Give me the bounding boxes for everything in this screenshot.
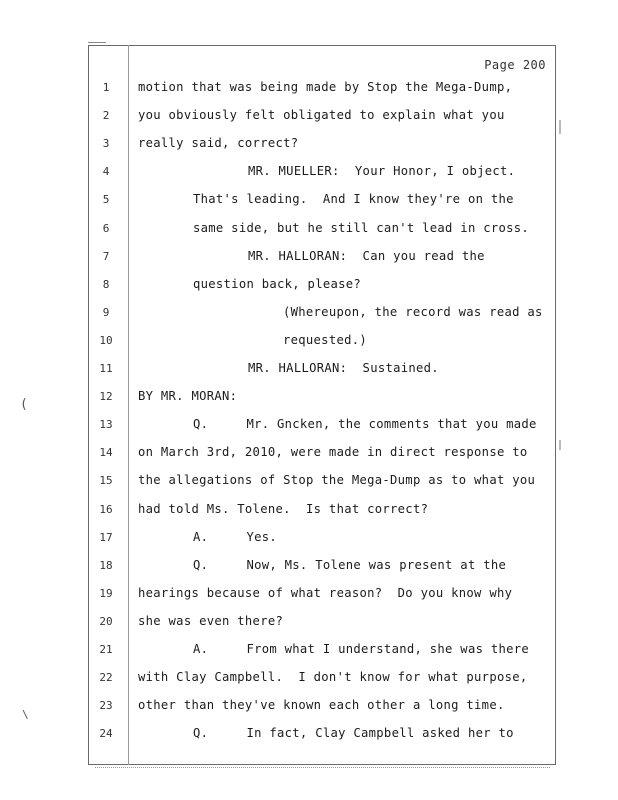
line-number: 17 [99,530,113,544]
transcript-line: she was even there? [138,613,284,628]
transcript-line: (Whereupon, the record was read as [283,304,543,319]
line-number: 3 [102,137,110,151]
transcript-line: BY MR. MORAN: [138,389,238,404]
line-number: 18 [99,558,113,572]
line-number: 15 [99,474,113,488]
transcript-line: requested.) [283,332,368,347]
line-number: 13 [99,418,113,432]
line-number: 7 [102,249,110,263]
bottom-edge-rule [95,767,550,768]
line-number: 22 [99,671,113,685]
line-number: 23 [99,699,113,713]
line-number: 9 [102,305,110,319]
line-number: 2 [102,109,110,123]
line-number-rule [128,45,129,765]
transcript-line: question back, please? [193,276,362,291]
top-edge-mark [88,42,106,43]
line-number: 8 [102,277,110,291]
transcript-line: you obviously felt obligated to explain what you [138,108,505,123]
scan-speck [559,440,561,450]
transcript-line: hearings because of what reason? Do you know why [138,585,513,600]
transcript-line: had told Ms. Tolene. Is that correct? [138,501,429,516]
transcript-line: That's leading. And I know they're on the [193,192,514,207]
line-number: 20 [99,614,113,628]
line-number: 14 [99,446,113,460]
transcript-line: the allegations of Stop the Mega-Dump as to what you [138,473,536,488]
line-number: 4 [102,165,110,179]
margin-mark: ( [20,397,28,412]
transcript-line: A. From what I understand, she was there [193,642,530,656]
line-number: 12 [99,390,113,404]
transcript-page-frame [88,45,556,765]
transcript-line: other than they've known each other a long time. [138,698,505,713]
line-number: 21 [99,643,113,656]
line-number: 10 [99,333,113,347]
transcript-line: motion that was being made by Stop the Mega-Dump, [138,80,513,94]
margin-mark: \ [22,708,29,721]
transcript-line: really said, correct? [138,136,299,151]
line-number: 6 [102,221,110,235]
transcript-line: MR. HALLORAN: Sustained. [248,361,439,375]
transcript-line: Q. Now, Ms. Tolene was present at the [193,557,507,572]
transcript-line: MR. HALLORAN: Can you read the [248,248,485,263]
transcript-line: Q. Mr. Gncken, the comments that you made [193,417,537,432]
transcript-line: on March 3rd, 2010, were made in direct response to [138,445,528,460]
line-number: 24 [99,727,113,741]
transcript-line: A. Yes. [193,529,278,544]
transcript-line: MR. MUELLER: Your Honor, I object. [248,164,516,179]
transcript-line: Q. In fact, Clay Campbell asked her to [193,726,514,741]
line-number: 16 [99,502,113,516]
page-label: Page 200 [484,58,546,72]
line-number: 11 [99,362,113,375]
line-number: 1 [102,81,110,94]
transcript-line: with Clay Campbell. I don't know for what purpose, [138,670,528,685]
transcript-line: same side, but he still can't lead in cross. [193,220,530,235]
line-number: 5 [102,193,110,207]
scan-speck [559,120,561,134]
line-number: 19 [99,586,113,600]
